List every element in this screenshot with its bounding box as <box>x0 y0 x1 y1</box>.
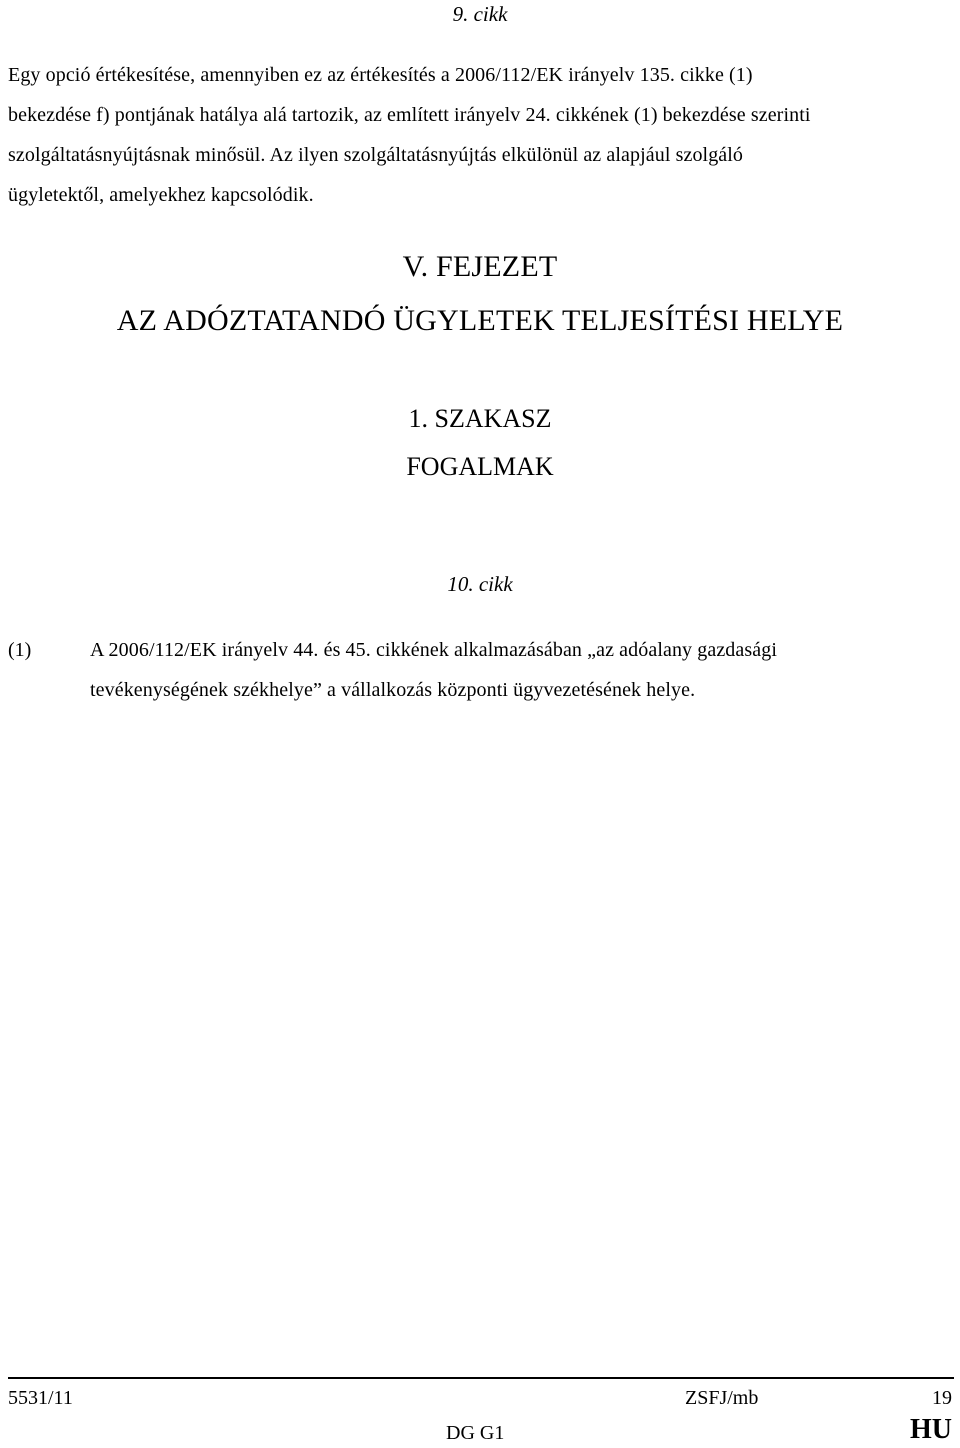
article-9-line: ügyletektől, amelyekhez kapcsolódik. <box>8 184 314 206</box>
section-number: 1. SZAKASZ <box>408 404 552 433</box>
footer-author-code: ZSFJ/mb <box>685 1387 759 1409</box>
footer-page-number: 19 <box>932 1387 952 1409</box>
language-code: HU <box>910 1414 952 1445</box>
chapter-number: V. FEJEZET <box>402 250 558 283</box>
item-number: (1) <box>8 639 32 661</box>
article-9-heading: 9. cikk <box>452 2 508 26</box>
article-10-heading: 10. cikk <box>447 572 513 596</box>
footer-doc-ref: 5531/11 <box>8 1387 73 1409</box>
article-9-line: szolgáltatásnyújtásnak minősül. Az ilyen szolgáltatásnyújtás elkülönül az alapjául szolgáló <box>8 144 744 166</box>
article-9-line: bekezdése f) pontjának hatálya alá tartozik, az említett irányelv 24. cikkének (1) bekezdése szerinti <box>8 104 811 126</box>
article-9-line: Egy opció értékesítése, amennyiben ez az értékesítés a 2006/112/EK irányelv 135. cikke (1) <box>8 64 753 86</box>
footer-directorate: DG G1 <box>446 1422 505 1444</box>
item-line: A 2006/112/EK irányelv 44. és 45. cikkének alkalmazásában „az adóalany gazdasági <box>90 639 778 661</box>
item-line: tevékenységének székhelye” a vállalkozás központi ügyvezetésének helye. <box>90 679 696 701</box>
chapter-title: AZ ADÓZTATANDÓ ÜGYLETEK TELJESÍTÉSI HELYE <box>116 304 844 337</box>
footer-divider <box>8 1377 954 1379</box>
section-title: FOGALMAK <box>406 452 554 481</box>
